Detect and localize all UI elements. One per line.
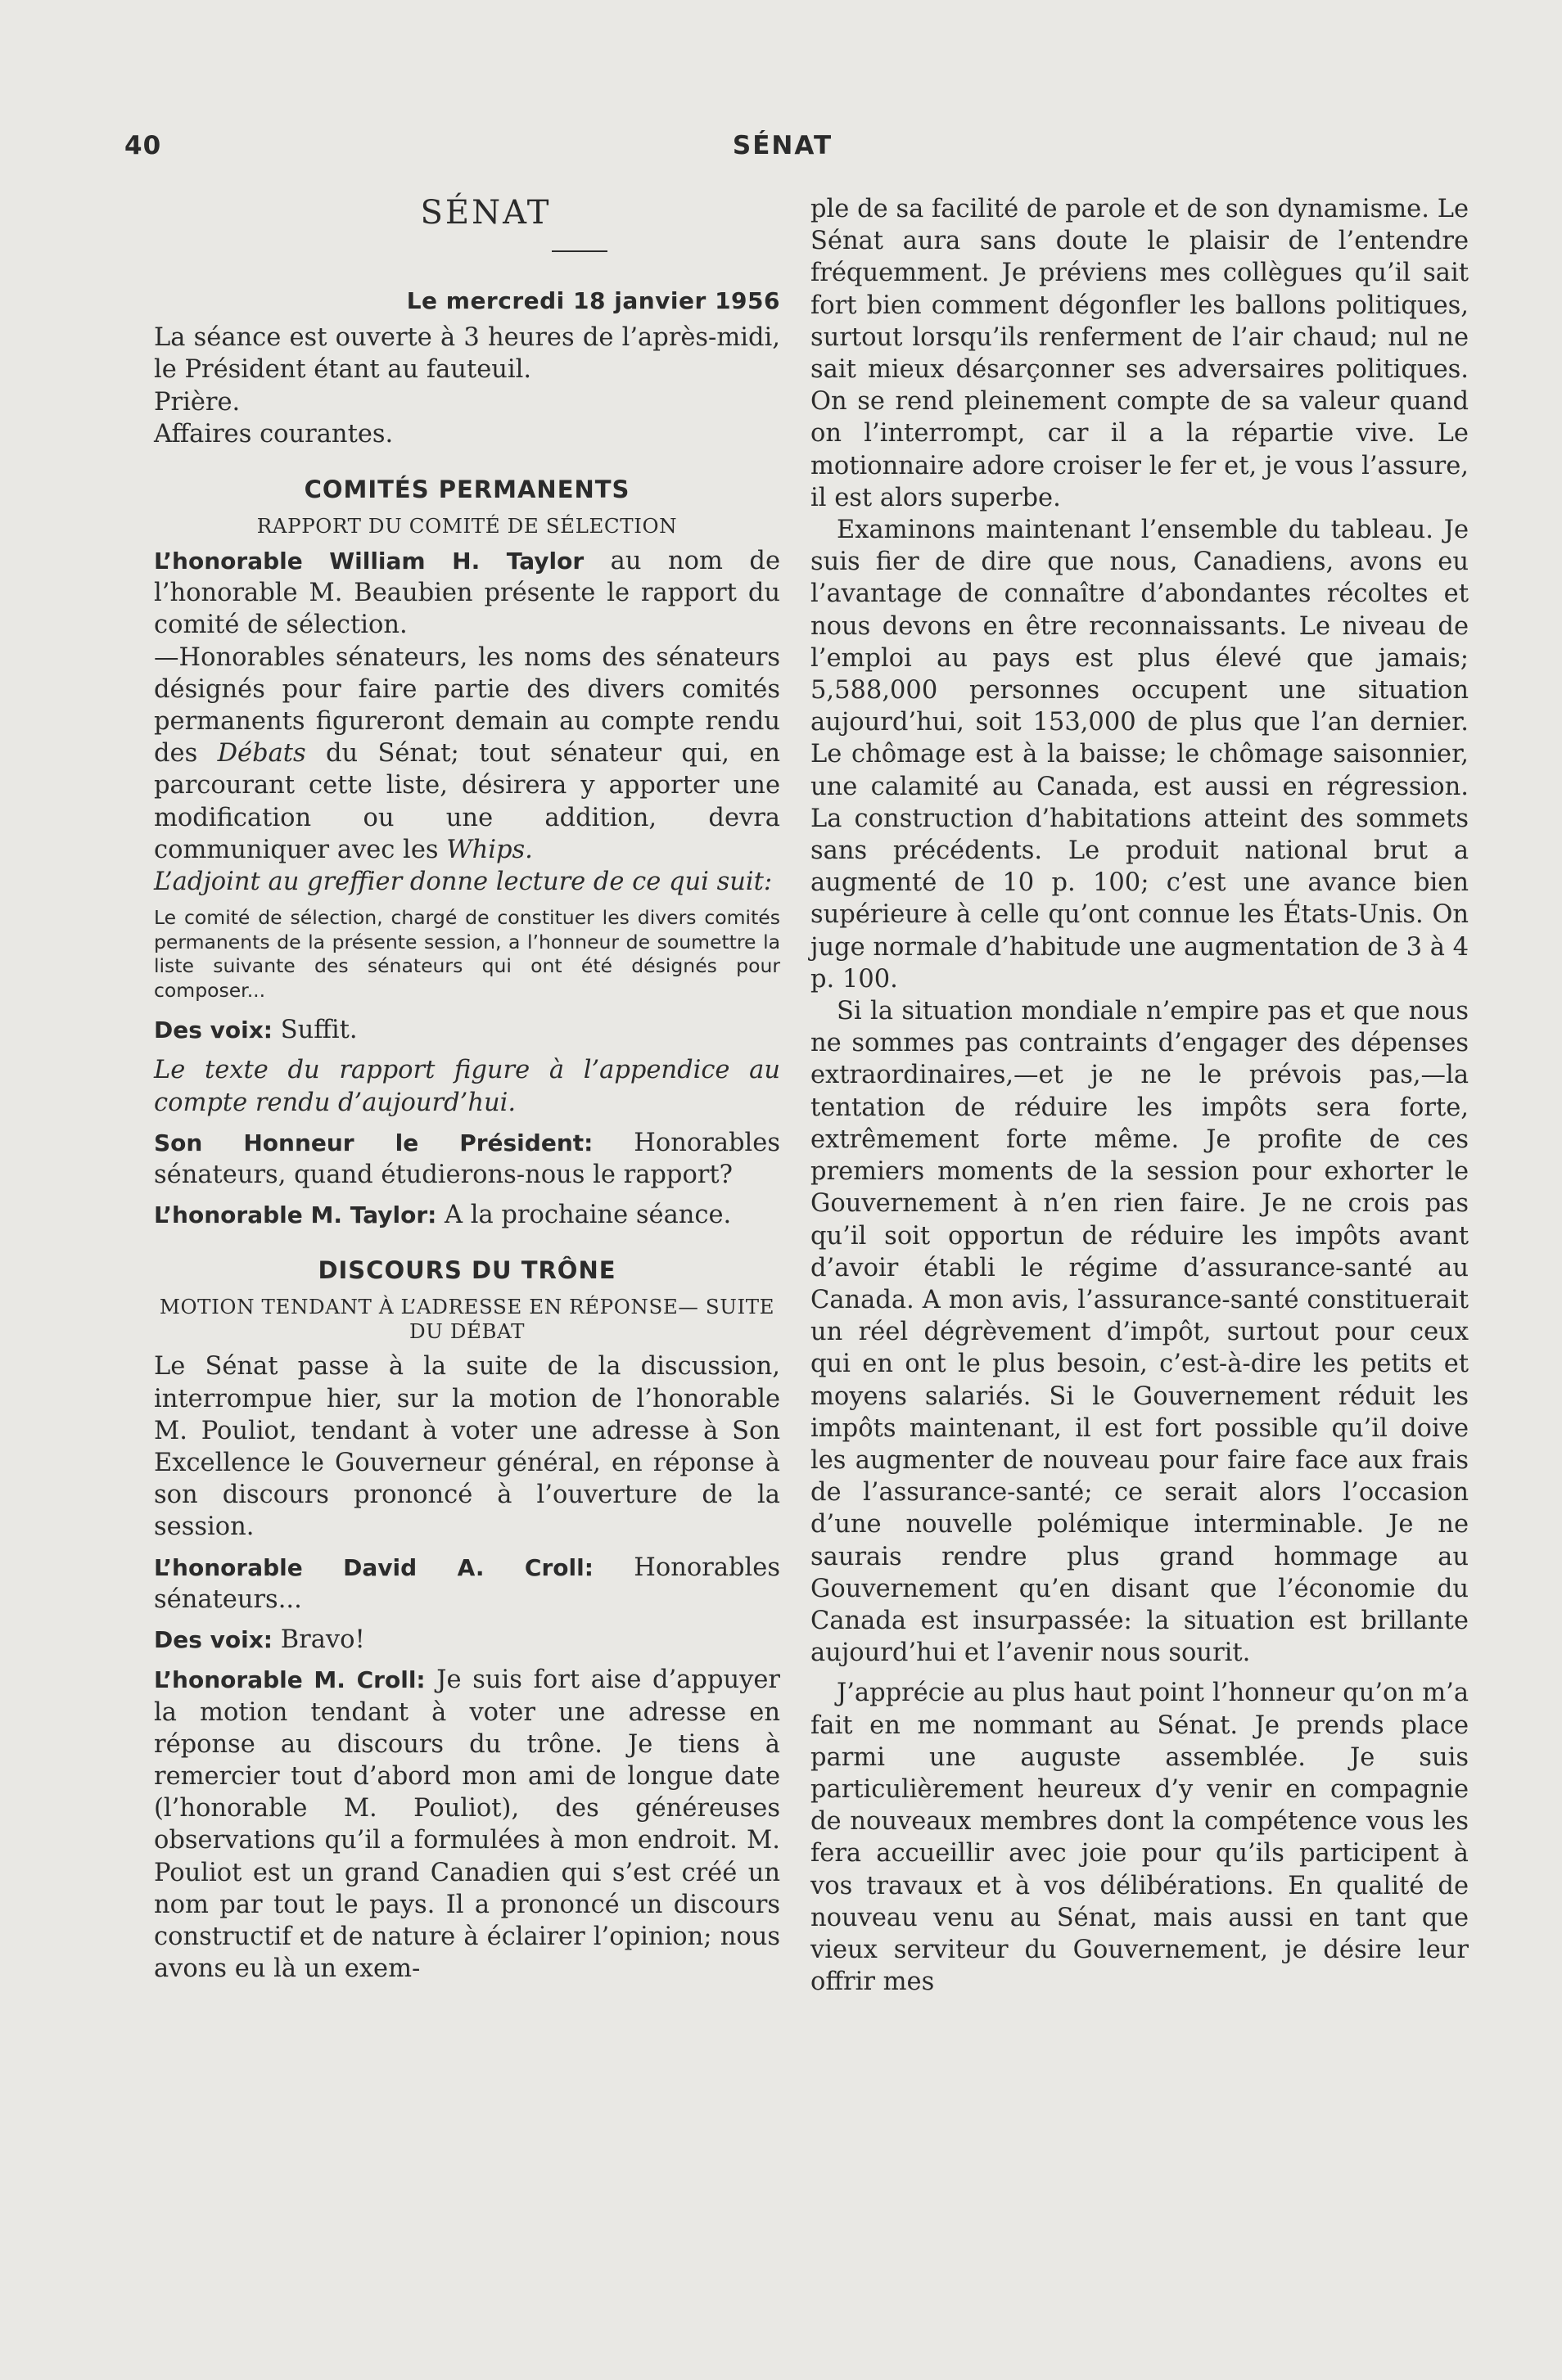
- paragraph-honneur: J’apprécie au plus haut point l’honneur qu’on m’a fait en me nommant au Sénat. Je prends place parmi une auguste assemblée. Je suis particulièrement heureux d’y venir en compagnie de nouveaux membres dont la compétence vous les fera accueillir avec joie pour qu’ils participent à vos travaux et à vos délibérations. En qualité de nouveau venu au Sénat, mais aussi en tant que vieux serviteur du Gouvernement, je désire leur offrir mes: [810, 1679, 1469, 1997]
- section-heading-comites: COMITÉS PERMANENTS: [304, 476, 630, 504]
- speech-text: Honorables sénateurs...: [154, 1553, 780, 1614]
- stage-direction-appendice: Le texte du rapport figure à l’appendice au compte rendu d’aujourd’hui.: [154, 1056, 780, 1117]
- italic-text: Débats: [217, 739, 306, 769]
- paragraph-taylor: [154, 545, 780, 642]
- title-rule: [552, 250, 607, 252]
- italic-text: Whips.: [446, 835, 533, 864]
- speech-text: Bravo!: [273, 1625, 365, 1655]
- paragraph-president: [154, 1127, 780, 1191]
- speaker-name: L’honorable M. Croll:: [154, 1666, 426, 1694]
- paragraph-senat-passe: Le Sénat passe à la suite de la discussion, interrompue hier, sur la motion de l’honorable M. Pouliot, tendant à voter une adresse à Son Excellence le Gouverneur général, en réponse à son discours prononcé à l’ouverture de la session.: [154, 1352, 780, 1542]
- running-header: SÉNAT: [732, 131, 833, 160]
- opening-paragraph: La séance est ouverte à 3 heures de l’après-midi, le Président étant au fauteuil.: [154, 323, 780, 385]
- section-heading-discours: DISCOURS DU TRÔNE: [318, 1256, 616, 1285]
- speaker-name: Son Honneur le Président:: [154, 1129, 594, 1156]
- speaker-name: Des voix:: [154, 1626, 273, 1654]
- speaker-name: Des voix:: [154, 1016, 273, 1044]
- priere: Prière.: [154, 387, 241, 417]
- paragraph-senateurs: [154, 642, 780, 866]
- paragraph-tableau: Examinons maintenant l’ensemble du tableau. Je suis fier de dire que nous, Canadiens, avons eu l’avantage de connaître d’abondantes récoltes et nous devons en être reconnaissants. Le niveau de l’emploi au pays est plus élevé que jamais; 5,588,000 personnes occupent une situation aujourd’hui, soit 153,000 de plus que l’an dernier. Le chômage est à la baisse; le chômage saisonnier, une calamité au Canada, est aussi en régression. La construction d’habitations atteint des sommets sans précédents. Le produit national brut a augmenté de 10 p. 100; c’est une avance bien supérieure à celle qu’ont connue les États-Unis. On juge normale d’habitude une augmentation de 3 à 4 p. 100.: [810, 516, 1469, 994]
- speaker-name: L’honorable David A. Croll:: [154, 1553, 594, 1581]
- paragraph-croll-speech: [154, 1664, 780, 1985]
- speech-text: A la prochaine séance.: [436, 1201, 732, 1230]
- left-column: [154, 193, 780, 1985]
- paragraph-situation: Si la situation mondiale n’empire pas et que nous ne sommes pas contraints d’engager des dépenses extraordinaires,—et je ne le prévois pas,—la tentation de réduire les impôts sera forte, extrêmement forte même. Je profite de ces premiers moments de la session pour exhorter le Gouvernement à n’en rien faire. Je ne crois pas qu’il soit opportun de réduire les impôts avant d’avoir établi le régime d’assurance-santé au Canada. A mon avis, l’assurance-santé constituerait un réel dégrèvement d’impôt, surtout pour ceux qui en ont le plus besoin, c’est-à-dire les petits et moyens salariés. Si le Gouvernement réduit les impôts maintenant, il est fort possible qu’il doive les augmenter de nouveau pour faire face aux frais de l’assurance-santé; ce serait alors l’occasion d’une nouvelle polémique interminable. Je ne saurais rendre plus grand hommage au Gouvernement qu’en disant que l’économie du Canada est insurpassée: la situation est brillante aujourd’hui et l’avenir nous sourit.: [810, 997, 1469, 1668]
- speech-text: Suffit.: [273, 1016, 358, 1045]
- speech-text: au nom de l’honorable M. Beaubien présente le rapport du comité de sélection.: [154, 547, 780, 640]
- chamber-title: SÉNAT: [420, 194, 552, 232]
- affaires-courantes: Affaires courantes.: [154, 419, 394, 449]
- paragraph-bravo: [154, 1624, 780, 1656]
- speech-text: Je suis fort aise d’appuyer la motion tendant à voter une adresse en réponse au discours du trône. Je tiens à remercier tout d’abord mon ami de longue date (l’honorable M. Pouliot), des généreuses observations qu’il a formulées à mon endroit. M. Pouliot est un grand Canadien qui s’est créé un nom par tout le pays. Il a prononcé un discours constructif et de nature à éclairer l’opinion; nous avons eu là un exem-: [154, 1666, 780, 1984]
- speech-text: —Honorables sénateurs, les noms des sénateurs désignés pour faire partie des divers comités permanents figureront demain au compte rendu des: [154, 642, 780, 769]
- speech-text: du Sénat; tout sénateur qui, en parcourant cette liste, désirera y apporter une modification ou une addition, devra communiquer avec les: [154, 739, 781, 864]
- sitting-date: Le mercredi 18 janvier 1956: [406, 287, 780, 314]
- report-excerpt: Le comité de sélection, chargé de constituer les divers comités permanents de la présente session, a l’honneur de soumettre la liste suivante des sénateurs qui ont été désignés pour composer...: [154, 906, 780, 1002]
- subheading-rapport: RAPPORT DU COMITÉ DE SÉLECTION: [256, 514, 678, 539]
- subheading-motion: MOTION TENDANT À L’ADRESSE EN RÉPONSE— SUITE DU DÉBAT: [159, 1295, 775, 1344]
- paragraph-croll: [154, 1552, 780, 1616]
- paragraph-des-voix: [154, 1014, 780, 1046]
- paragraph-continuation: ple de sa facilité de parole et de son dynamisme. Le Sénat aura sans doute le plaisir de l’entendre fréquemment. Je préviens mes collègues qu’il sait fort bien comment dégonfler les ballons politiques, surtout lorsqu’ils renferment de l’air chaud; nul ne sait mieux désarçonner ses adversaires politiques. On se rend pleinement compte de sa valeur quand on l’interrompt, car il a la répartie vive. Le motionnaire adore croiser le fer et, je vous l’assure, il est alors superbe.: [810, 195, 1469, 512]
- speaker-name: L’honorable William H. Taylor: [154, 548, 585, 575]
- right-column: [810, 193, 1469, 1998]
- paragraph-taylor-reply: [154, 1199, 780, 1231]
- stage-direction-greffier: L’adjoint au greffier donne lecture de ce qui suit:: [154, 868, 773, 897]
- page-number: 40: [124, 131, 162, 160]
- speech-text: Honorables sénateurs, quand étudierons-nous le rapport?: [154, 1128, 781, 1190]
- speaker-name: L’honorable M. Taylor:: [154, 1201, 437, 1229]
